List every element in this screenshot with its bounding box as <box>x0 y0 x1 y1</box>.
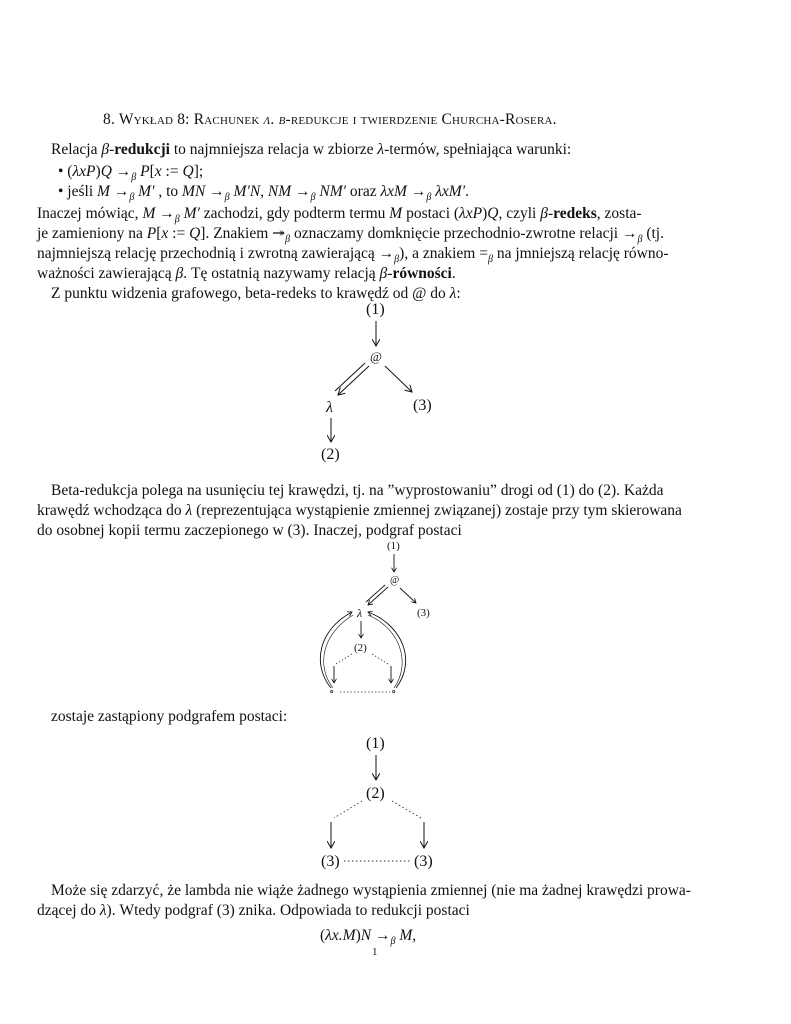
dotted-edge-left <box>334 801 362 818</box>
node-1-label: (1) <box>366 735 385 752</box>
node-2-label: (2) <box>366 785 385 802</box>
paragraph-line: Inaczej mówiąc, $M \to_\beta$ M′ zachodzi, gdy podterm termu M postaci (λxP)Q, czyli β-redeks, zosta- <box>37 205 642 226</box>
graph-intro: Z punktu widzenia grafowego, beta-redeks to krawędź od @ do λ: <box>51 285 461 302</box>
paragraph-line: najmniejszą relację przechodnią i zwrotną zawierającą $\to_\beta$), a znakiem $=_\beta$ na jmniejszą relację równo- <box>37 245 669 266</box>
lambda-node: λ <box>326 399 333 416</box>
dotted-edge-right <box>392 801 421 818</box>
paragraph-line: je zamieniony na P[x := Q]. Znakiem $↠_\beta$ oznaczamy domknięcie przechodnio-zwrotne relacji $\to_\beta$ (tj. <box>37 225 664 246</box>
page-number: 1 <box>372 946 378 958</box>
node-2-label: (2) <box>321 446 340 463</box>
bullet-item-2: • jeśli $M \to_\beta$ M′ , to MN $\to_\beta$ M′N, NM $\to_\beta$ NM′ oraz $\lambda xM \to_\beta$ λxM′. <box>58 183 469 204</box>
section-heading: 8. Wykład 8: Rachunek λ. β-redukcje i twierdzenie Churcha-Rosera. <box>103 111 557 128</box>
at-node: @ <box>370 349 382 364</box>
paragraph-line: Może się zdarzyć, że lambda nie wiąże żadnego wystąpienia zmiennej (nie ma żadnej krawędzi prowa- <box>51 882 691 899</box>
paragraph-line: krawędź wchodząca do λ (reprezentująca wystąpienie zmiennej związanej) zostaje przy tym skierowana <box>37 502 682 519</box>
node-2-label: (2) <box>354 642 367 654</box>
leaf-node-left: ∘ <box>329 686 335 698</box>
node-3-left-label: (3) <box>321 853 340 870</box>
paragraph-line: dzącej do λ). Wtedy podgraf (3) znika. Odpowiada to redukcji postaci <box>37 902 470 919</box>
at-node: @ <box>390 575 400 586</box>
display-formula: $(\lambda x.M)N \to_\beta$ M, <box>320 927 417 948</box>
leaf-node-right: ∘ <box>391 686 397 698</box>
bullet-item-1: • $(\lambda xP)Q \to_\beta$ P[x := Q]; <box>58 163 204 184</box>
paragraph-line: ważności zawierającą β. Tę ostatnią nazywamy relacją β-równości. <box>37 265 456 282</box>
paragraph-line: Beta-redukcja polega na usunięciu tej krawędzi, tj. na ”wyprostowaniu” drogi od (1) do (2). Każda <box>51 482 664 499</box>
paragraph-line: zostaje zastąpiony podgrafem postaci: <box>51 708 288 725</box>
lambda-node: λ <box>357 606 363 620</box>
node-1-label: (1) <box>366 301 385 318</box>
node-3-right-label: (3) <box>414 853 433 870</box>
node-1-label: (1) <box>387 540 400 552</box>
definition-intro: Relacja β-redukcji to najmniejsza relacja w zbiorze λ-termów, spełniająca warunki: <box>51 141 572 158</box>
node-3-label: (3) <box>417 607 430 619</box>
node-3-label: (3) <box>413 397 432 414</box>
paragraph-line: do osobnej kopii termu zaczepionego w (3). Inaczej, podgraf postaci <box>37 522 462 539</box>
